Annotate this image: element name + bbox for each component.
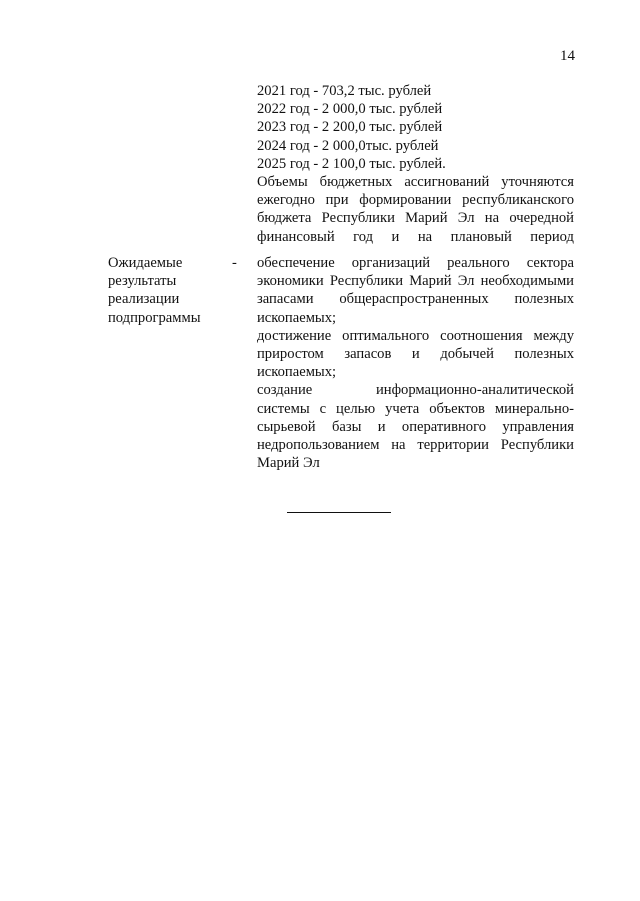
label-line: реализации [108,291,180,308]
expected-results-label [108,254,228,327]
funding-year-2021: 2021 год - 703,2 тыс. рублей [257,83,432,99]
funding-year-2024: 2024 год - 2 000,0тыс. рублей [257,137,439,154]
result-2-line: ископаемых; [257,364,337,381]
funding-year-2022: 2022 год - 2 000,0 тыс. рублей [257,101,443,118]
expected-results-list [257,254,574,472]
result-1-line: ископаемых; [257,309,337,326]
funding-note-line: ежегодно при формировании республиканского [257,192,574,209]
label-line: подпрограммы [108,309,201,326]
result-3-line: недропользованием на территории Республики [257,437,574,454]
result-1-line: запасами общераспространенных полезных [257,291,574,308]
funding-note-line: Объемы бюджетных ассигнований уточняются [257,174,574,191]
result-3-line: создание информационно-аналитической [257,382,574,399]
label-dash: - [232,255,237,271]
result-1-line: экономики Республики Марий Эл необходимыми [257,273,574,290]
funding-year-2023: 2023 год - 2 200,0 тыс. рублей [257,119,443,136]
result-1-line: обеспечение организаций реального сектора [257,255,574,271]
result-2-line: приростом запасов и добычей полезных [257,346,574,363]
label-line: Ожидаемые [108,255,183,271]
result-3-line: Марий Эл [257,455,320,472]
funding-note-line: бюджета Республики Марий Эл на очередной [257,210,574,227]
funding-section [257,82,574,246]
result-2-line: достижение оптимального соотношения между [257,327,574,344]
page-number: 14 [560,48,575,64]
funding-year-2025: 2025 год - 2 100,0 тыс. рублей. [257,155,446,172]
label-line: результаты [108,273,177,290]
funding-note-line: финансовый год и на плановый период [257,228,574,245]
closing-divider [287,512,391,513]
result-3-line: системы с целью учета объектов минерально- [257,400,574,417]
result-3-line: сырьевой базы и оперативного управления [257,418,574,435]
